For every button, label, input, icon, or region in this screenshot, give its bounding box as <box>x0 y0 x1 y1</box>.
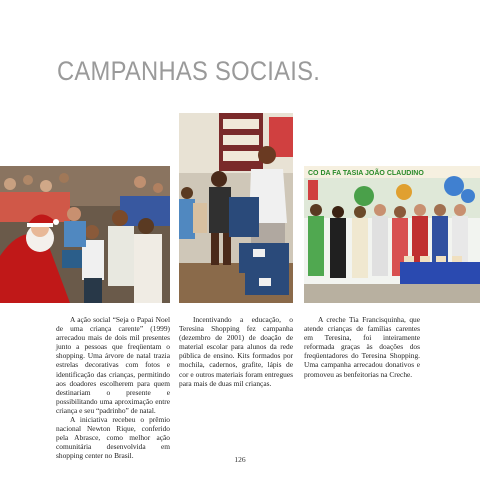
paragraph: Incentivando a educação, o Teresina Shopping fez campanha (dezembro de 2001) de doação de material escolar para alunos da rede pública de ensino. Kits formados por mochila, cadernos, grafite, lápis de cor e outros materiais foram entregues para mais de duas mil crianças. <box>179 315 293 388</box>
paragraph: A iniciativa recebeu o prêmio nacional Newton Rique, conferido pela Abrasce, como melhor ação comunitária desenvolvida em shopping center no Brasil. <box>56 415 170 461</box>
creche-banner-text: CO DA FA TASIA JOÃO CLAUDINO <box>308 170 424 177</box>
page-number: 126 <box>234 455 246 464</box>
text-column-3 <box>304 315 420 379</box>
text-column-1 <box>56 315 170 461</box>
photo-creche-group <box>304 166 480 303</box>
paragraph: A ação social “Seja o Papai Noel de uma criança carente” (1999) arrecadou mais de dois mil presentes junto a pessoas que freqüentam o shopping. Uma árvore de natal trazia estrelas decorativas com fotos e identificação das crianças, permitindo aos doadores escolherem para quem destinariam o presente e possibilitando uma aproximação entre criança e seu “padrinho” de natal. <box>56 315 170 415</box>
text-column-2 <box>179 315 293 388</box>
photo-school-supplies <box>179 113 293 303</box>
paragraph: A creche Tia Francisquinha, que atende crianças de famílias carentes em Teresina, foi inteiramente reformada graças às doações dos freqüentadores do Teresina Shopping. Uma campanha arrecadou donativos e promoveu as benfeitorias na Creche. <box>304 315 420 379</box>
photo-santa-children <box>0 166 170 303</box>
page-title: CAMPANHAS SOCIAIS. <box>57 56 321 86</box>
